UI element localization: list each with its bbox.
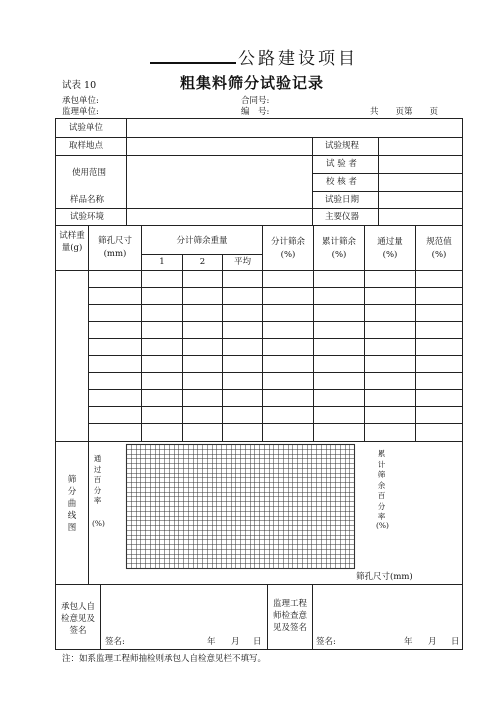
checker-field[interactable]: [379, 174, 462, 191]
project-title-suffix: 公路建设项目: [238, 49, 358, 69]
right-axis-label: 累计筛余百分率: [377, 449, 386, 521]
test-env-field[interactable]: [127, 209, 312, 225]
engineer-date-year: 年: [404, 637, 413, 647]
partial-retained-header: 分计筛余: [270, 237, 305, 247]
col-1-header: 1: [159, 257, 165, 267]
contractor-sign-label: 签名:: [105, 637, 125, 647]
test-procedure-label: 试验规程: [325, 141, 360, 151]
test-date-label: 试验日期: [325, 195, 360, 205]
retained-weight-header: 分计筛余重量: [176, 236, 228, 246]
contractor-date-year: 年: [207, 637, 216, 647]
contractor-label: 承包单位:: [62, 96, 99, 106]
engineer-date-month: 月: [428, 637, 437, 647]
supervisor-label: 监理单位:: [62, 107, 99, 117]
sieve-curve-label: 筛分曲线图: [67, 475, 77, 533]
passing-header: 通过量: [377, 237, 403, 247]
engineer-opinion-field[interactable]: [313, 585, 462, 635]
page-title: 粗集料筛分试验记录: [180, 74, 325, 92]
contractor-date-day: 日: [253, 637, 262, 647]
partial-retained-unit: (%): [280, 250, 296, 260]
contractor-date-month: 月: [231, 637, 240, 647]
x-axis-label: 筛孔尺寸(mm): [356, 572, 413, 582]
form-number: 试表 10: [62, 80, 97, 91]
col-avg-header: 平均: [233, 257, 251, 267]
contractor-opinion-field[interactable]: [101, 585, 267, 635]
tester-field[interactable]: [379, 156, 462, 173]
footnote: 注：如系监理工程师抽检则承包人自检意见栏不填写。: [62, 654, 267, 664]
left-axis-label: 通过百分率: [93, 454, 102, 505]
contractor-opinion-label: 承包人自检意见及签名: [60, 602, 95, 636]
sampling-site-field[interactable]: [127, 138, 312, 155]
main-instrument-field[interactable]: [379, 209, 462, 225]
col-2-header: 2: [199, 257, 206, 267]
tester-label: 试 验 者: [326, 159, 357, 169]
sample-name-label: 样品名称: [70, 195, 105, 205]
engineer-date-day: 日: [451, 637, 460, 647]
test-env-label: 试验环境: [70, 212, 105, 222]
checker-label: 校 核 者: [326, 177, 357, 187]
sieve-size-unit: (mm): [103, 249, 127, 259]
engineer-opinion-label: 监理工程师检查意见及签名: [272, 599, 307, 633]
test-date-field[interactable]: [379, 192, 462, 208]
sieve-size-header: 筛孔尺寸: [97, 236, 132, 246]
test-unit-field[interactable]: [127, 119, 462, 137]
test-procedure-field[interactable]: [379, 138, 462, 155]
spec-value-header: 规范值: [426, 237, 452, 247]
serial-no-label: 编 号:: [241, 107, 270, 117]
cumulative-retained-unit: (%): [331, 250, 347, 260]
graph-paper[interactable]: [127, 445, 355, 569]
usage-scope-label: 使用范围: [72, 168, 107, 178]
sample-weight-header: 试样重量(g): [59, 231, 85, 253]
passing-unit: (%): [382, 250, 398, 260]
engineer-sign-label: 签名:: [316, 637, 336, 647]
page-count: 共 页第 页: [370, 107, 439, 117]
test-unit-label: 试验单位: [69, 123, 104, 133]
right-axis-unit: (%): [376, 521, 389, 530]
sampling-site-label: 取样地点: [69, 141, 104, 151]
main-instrument-label: 主要仪器: [325, 212, 360, 222]
cumulative-retained-header: 累计筛余: [321, 237, 356, 247]
contract-no-label: 合同号:: [241, 96, 270, 106]
sample-name-field[interactable]: [127, 192, 312, 208]
left-axis-unit: (%): [92, 519, 105, 528]
spec-value-unit: (%): [431, 250, 447, 260]
